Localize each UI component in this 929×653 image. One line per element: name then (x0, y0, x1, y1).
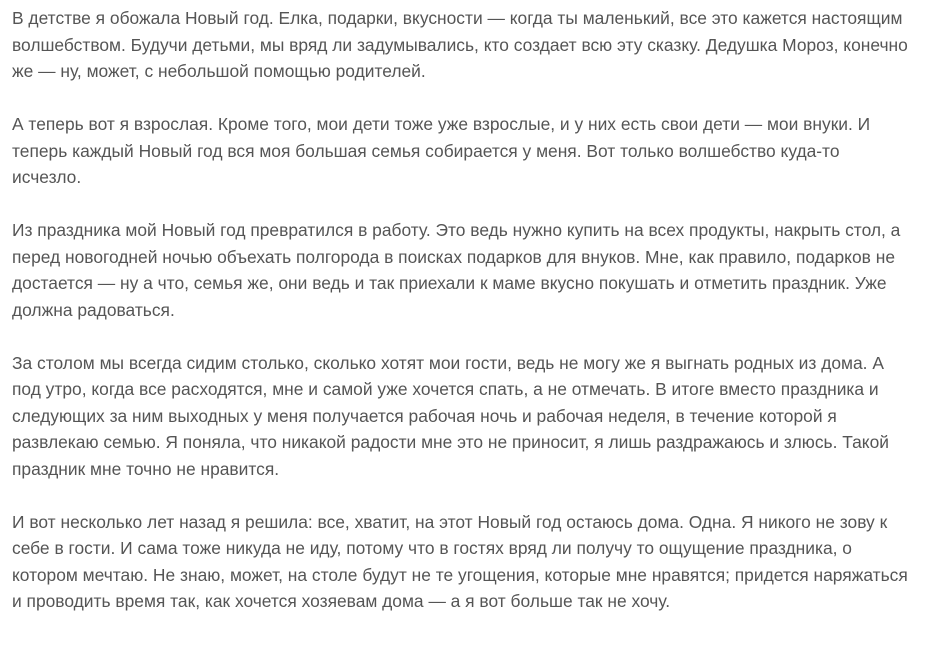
article-paragraph: И вот несколько лет назад я решила: все, хватит, на этот Новый год остаюсь дома. Одна. Я никого не зову к себе в гости. И сама тоже никуда не иду, потому что в гостях вряд ли получу то ощущение праздника, о котором мечтаю. Не знаю, может, на столе будут не те угощения, которые мне нравятся; придется наряжаться и проводить время так, как хочется хозяевам дома — а я вот больше так не хочу. (12, 511, 908, 611)
article-paragraph: Из праздника мой Новый год превратился в работу. Это ведь нужно купить на всех продукты, накрыть стол, а перед новогодней ночью объехать полгорода в поисках подарков для внуков. Мне, как правило, подарков не достается — ну а что, семья же, они ведь и так приехали к маме вкусно покушать и отметить праздник. Уже должна радоваться. (12, 220, 901, 320)
article-paragraph: В детстве я обожала Новый год. Елка, подарки, вкусности — когда ты маленький, все это кажется настоящим волшебством. Будучи детьми, мы вряд ли задумывались, кто создает всю эту сказку. Дедушка Мороз, конечно же — ну, может, с небольшой помощью родителей. (12, 8, 908, 81)
article-paragraph: А теперь вот я взрослая. Кроме того, мои дети тоже уже взрослые, и у них есть свои дети — мои внуки. И теперь каждый Новый год вся моя большая семья собирается у меня. Вот только волшебство куда-то исчезло. (12, 114, 871, 187)
article-paragraph: За столом мы всегда сидим столько, сколько хотят мои гости, ведь не могу же я выгнать родных из дома. А под утро, когда все расходятся, мне и самой уже хочется спать, а не отмечать. В итоге вместо праздника и следующих за ним выходных у меня получается рабочая ночь и рабочая неделя, в течение которой я развлекаю семью. Я поняла, что никакой радости мне это не приносит, я лишь раздражаюсь и злюсь. Такой праздник мне точно не нравится. (12, 352, 889, 479)
